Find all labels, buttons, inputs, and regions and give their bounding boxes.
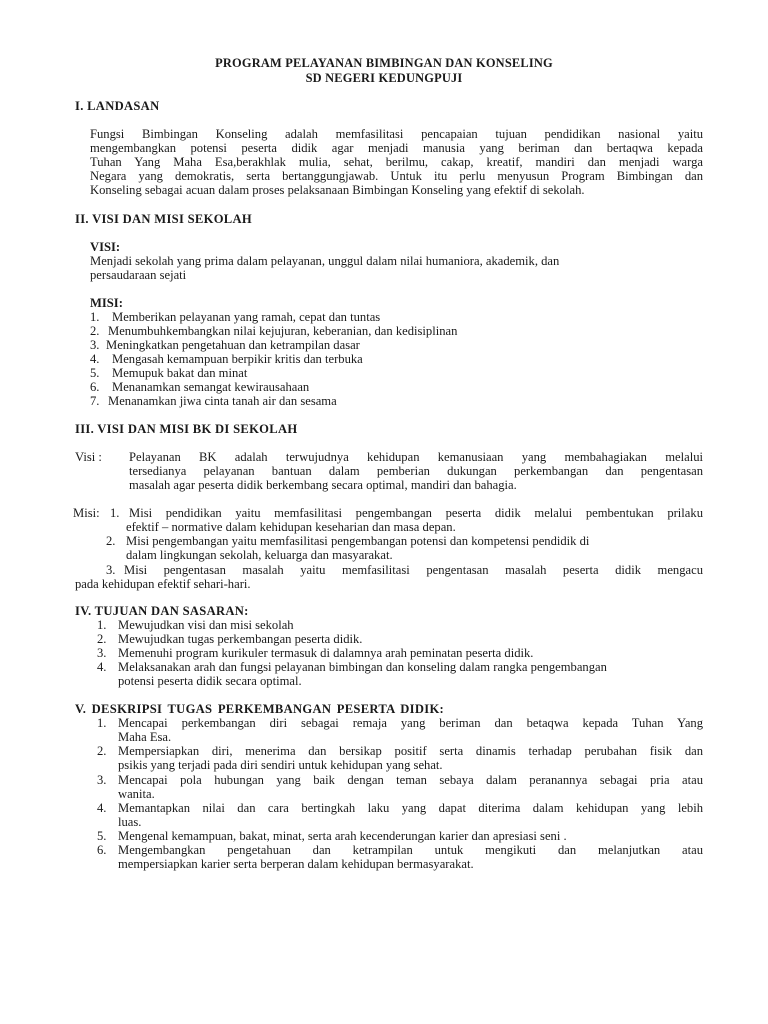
bk-misi-2-line: Misi pengembangan yaitu memfasilitasi pengembangan potensi dan kompetensi pendidik di [126, 534, 590, 548]
list-number: 2. [90, 324, 100, 338]
list-item: Mengembangkan pengetahuan dan ketrampilan untuk mengikuti dan melanjutkan atau [118, 843, 703, 857]
visi-text-line: persaudaraan sejati [90, 268, 187, 282]
list-item: Melaksanakan arah dan fungsi pelayanan bimbingan dan konseling dalam rangka pengembangan [118, 660, 607, 674]
landasan-line: mengembangkan potensi peserta didik agar menjadi manusia yang beriman dan bertaqwa kepada [90, 141, 703, 155]
bk-misi-2-line: dalam lingkungan sekolah, keluarga dan masyarakat. [126, 548, 393, 562]
list-item: Maha Esa. [118, 730, 172, 744]
list-number: 5. [90, 366, 100, 380]
section-heading-landasan: I. LANDASAN [75, 99, 160, 113]
list-number: 2. [97, 632, 107, 646]
bk-visi-label: Visi : [75, 450, 102, 464]
bk-visi-line: Pelayanan BK adalah terwujudnya kehidupan kemanusiaan yang membahagiakan melalui [129, 450, 703, 464]
list-item: wanita. [118, 787, 155, 801]
misi-label: MISI: [90, 296, 123, 310]
list-item: Mencapai perkembangan diri sebagai remaja yang beriman dan betaqwa kepada Tuhan Yang [118, 716, 703, 730]
bk-misi-1-line: efektif – normative dalam kehidupan keseharian dan masa depan. [126, 520, 456, 534]
landasan-line: Konseling sebagai acuan dalam proses pelaksanaan Bimbingan Konseling yang efektif di sekolah. [90, 183, 585, 197]
list-number: 3. [90, 338, 100, 352]
section-heading-visi-misi-bk: III. VISI DAN MISI BK DI SEKOLAH [75, 422, 298, 436]
list-item: Mencapai pola hubungan yang baik dengan teman sebaya dalam peranannya sebagai pria atau [118, 773, 703, 787]
bk-visi-line: masalah agar peserta didik berkembang secara optimal, mandiri dan bahagia. [129, 478, 517, 492]
list-number: 1. [97, 716, 107, 730]
bk-misi-label: Misi: [73, 506, 100, 520]
list-item: Memberikan pelayanan yang ramah, cepat dan tuntas [112, 310, 381, 324]
list-number: 3. [97, 646, 107, 660]
section-heading-deskripsi: V. DESKRIPSI TUGAS PERKEMBANGAN PESERTA DIDIK: [75, 702, 445, 716]
list-item: Memenuhi program kurikuler termasuk di dalamnya arah peminatan peserta didik. [118, 646, 534, 660]
list-item: Mewujudkan visi dan misi sekolah [118, 618, 294, 632]
bk-misi-3-line: pada kehidupan efektif sehari-hari. [75, 577, 251, 591]
list-item: Mempersiapkan diri, menerima dan bersikap positif serta dinamis terhadap perubahan fisik dan [118, 744, 703, 758]
section-heading-visi-misi-sekolah: II. VISI DAN MISI SEKOLAH [75, 212, 252, 226]
list-item: Mengasah kemampuan berpikir kritis dan terbuka [112, 352, 363, 366]
list-item: Menanamkan semangat kewirausahaan [112, 380, 310, 394]
list-item: psikis yang terjadi pada diri sendiri untuk kehidupan yang sehat. [118, 758, 443, 772]
list-item: Menumbuhkembangkan nilai kejujuran, keberanian, dan kedisiplinan [108, 324, 458, 338]
bk-visi-line: tersedianya pelayanan bantuan dalam pemberian dukungan perkembangan dan pengentasan [129, 464, 703, 478]
list-number: 1. [97, 618, 107, 632]
list-number: 3. [106, 563, 116, 577]
bk-misi-3-line: Misi pengentasan masalah yaitu memfasilitasi pengentasan masalah peserta didik mengacu [124, 563, 703, 577]
bk-misi-1-line: Misi pendidikan yaitu memfasilitasi pengembangan peserta didik melalui pembentukan prilaku [129, 506, 703, 520]
list-item: Memantapkan nilai dan cara bertingkah laku yang dapat diterima dalam kehidupan yang lebih [118, 801, 703, 815]
document-title-line-2: SD NEGERI KEDUNGPUJI [305, 71, 463, 85]
list-number: 2. [97, 744, 107, 758]
document-title-line-1: PROGRAM PELAYANAN BIMBINGAN DAN KONSELING [215, 56, 553, 70]
list-item: Mengenal kemampuan, bakat, minat, serta arah kecenderungan karier dan apresiasi seni . [118, 829, 567, 843]
visi-text-line: Menjadi sekolah yang prima dalam pelayanan, unggul dalam nilai humaniora, akademik, dan [90, 254, 560, 268]
list-item: Memupuk bakat dan minat [112, 366, 248, 380]
section-heading-tujuan: IV. TUJUAN DAN SASARAN: [75, 604, 249, 618]
list-item: luas. [118, 815, 142, 829]
landasan-line: Tuhan Yang Maha Esa,berakhlak mulia, sehat, berilmu, cakap, kreatif, mandiri dan menjadi warga [90, 155, 703, 169]
landasan-line: Negara yang demokratis, serta bertanggungjawab. Untuk itu perlu menyusun Program Bimbingan dan [90, 169, 703, 183]
list-number: 5. [97, 829, 107, 843]
list-number: 4. [97, 801, 107, 815]
list-number: 2. [106, 534, 116, 548]
list-number: 4. [97, 660, 107, 674]
list-number: 3. [97, 773, 107, 787]
list-number: 6. [90, 380, 100, 394]
list-number: 6. [97, 843, 107, 857]
list-item: potensi peserta didik secara optimal. [118, 674, 302, 688]
list-number: 7. [90, 394, 100, 408]
list-item: Meningkatkan pengetahuan dan ketrampilan dasar [106, 338, 360, 352]
list-item: mempersiapkan karier serta berperan dalam kehidupan bermasyarakat. [118, 857, 474, 871]
list-number: 4. [90, 352, 100, 366]
list-number: 1. [110, 506, 120, 520]
list-number: 1. [90, 310, 100, 324]
list-item: Mewujudkan tugas perkembangan peserta didik. [118, 632, 363, 646]
landasan-line: Fungsi Bimbingan Konseling adalah memfasilitasi pencapaian tujuan pendidikan nasional yaitu [90, 127, 703, 141]
list-item: Menanamkan jiwa cinta tanah air dan sesama [108, 394, 337, 408]
visi-label: VISI: [90, 240, 121, 254]
